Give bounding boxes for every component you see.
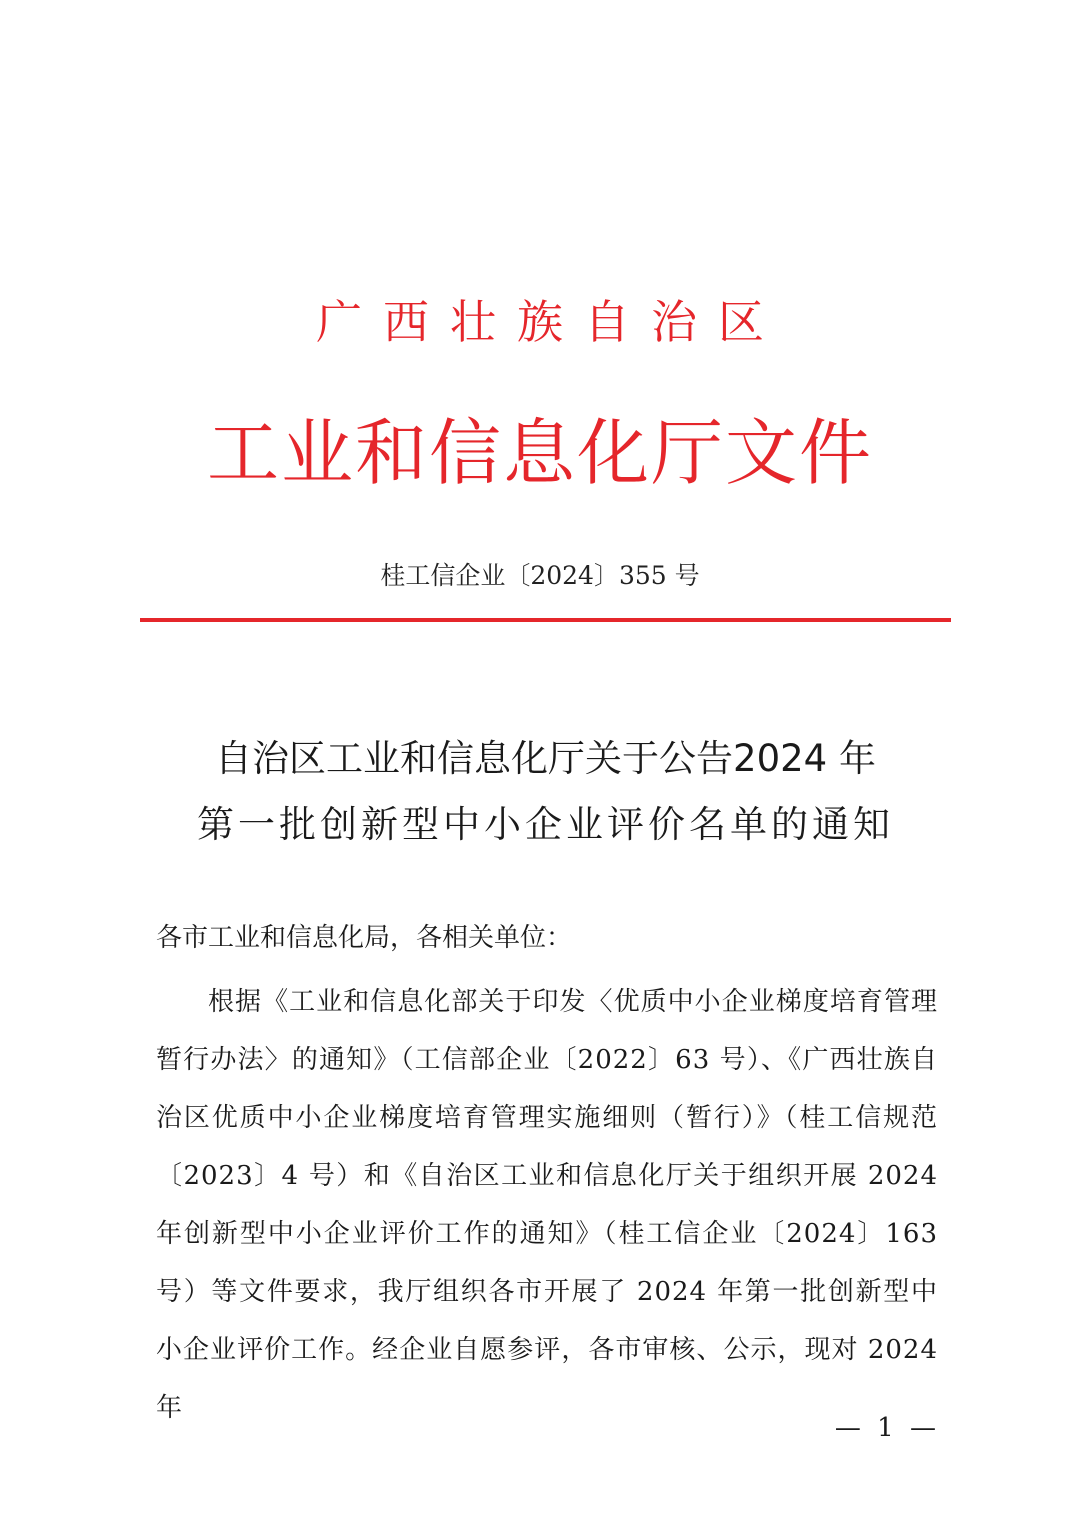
salutation: 各市工业和信息化局，各相关单位： xyxy=(156,923,573,953)
title-line-2: 第一批创新型中小企业评价名单的通知 xyxy=(197,803,894,846)
page-number: — 1 — xyxy=(834,1413,940,1443)
issuer-region-heading: 广西壮族自治区 xyxy=(316,295,785,349)
red-divider-line xyxy=(140,618,951,622)
body-paragraph: 根据《工业和信息化部关于印发〈优质中小企业梯度培育管理暂行办法〉的通知》（工信部企业〔2022〕63 号）、《广西壮族自治区优质中小企业梯度培育管理实施细则（暂行）》（桂工信规范〔2023〕4 号）和《自治区工业和信息化厅关于组织开展 2024 年创新型中小企业评价工作的通知》（桂工信企业〔2024〕163 号）等文件要求，我厅组织各市开展了 2024 年第一批创新型中小企业评价工作。经企业自愿参评，各市审核、公示，现对 2024 年 xyxy=(156,987,938,1423)
document-title xyxy=(140,726,951,858)
title-line-1: 自治区工业和信息化厅关于公告2024 年 xyxy=(215,737,876,780)
document-number: 桂工信企业〔2024〕355 号 xyxy=(380,561,700,590)
issuer-department-heading: 工业和信息化厅文件 xyxy=(206,411,873,495)
